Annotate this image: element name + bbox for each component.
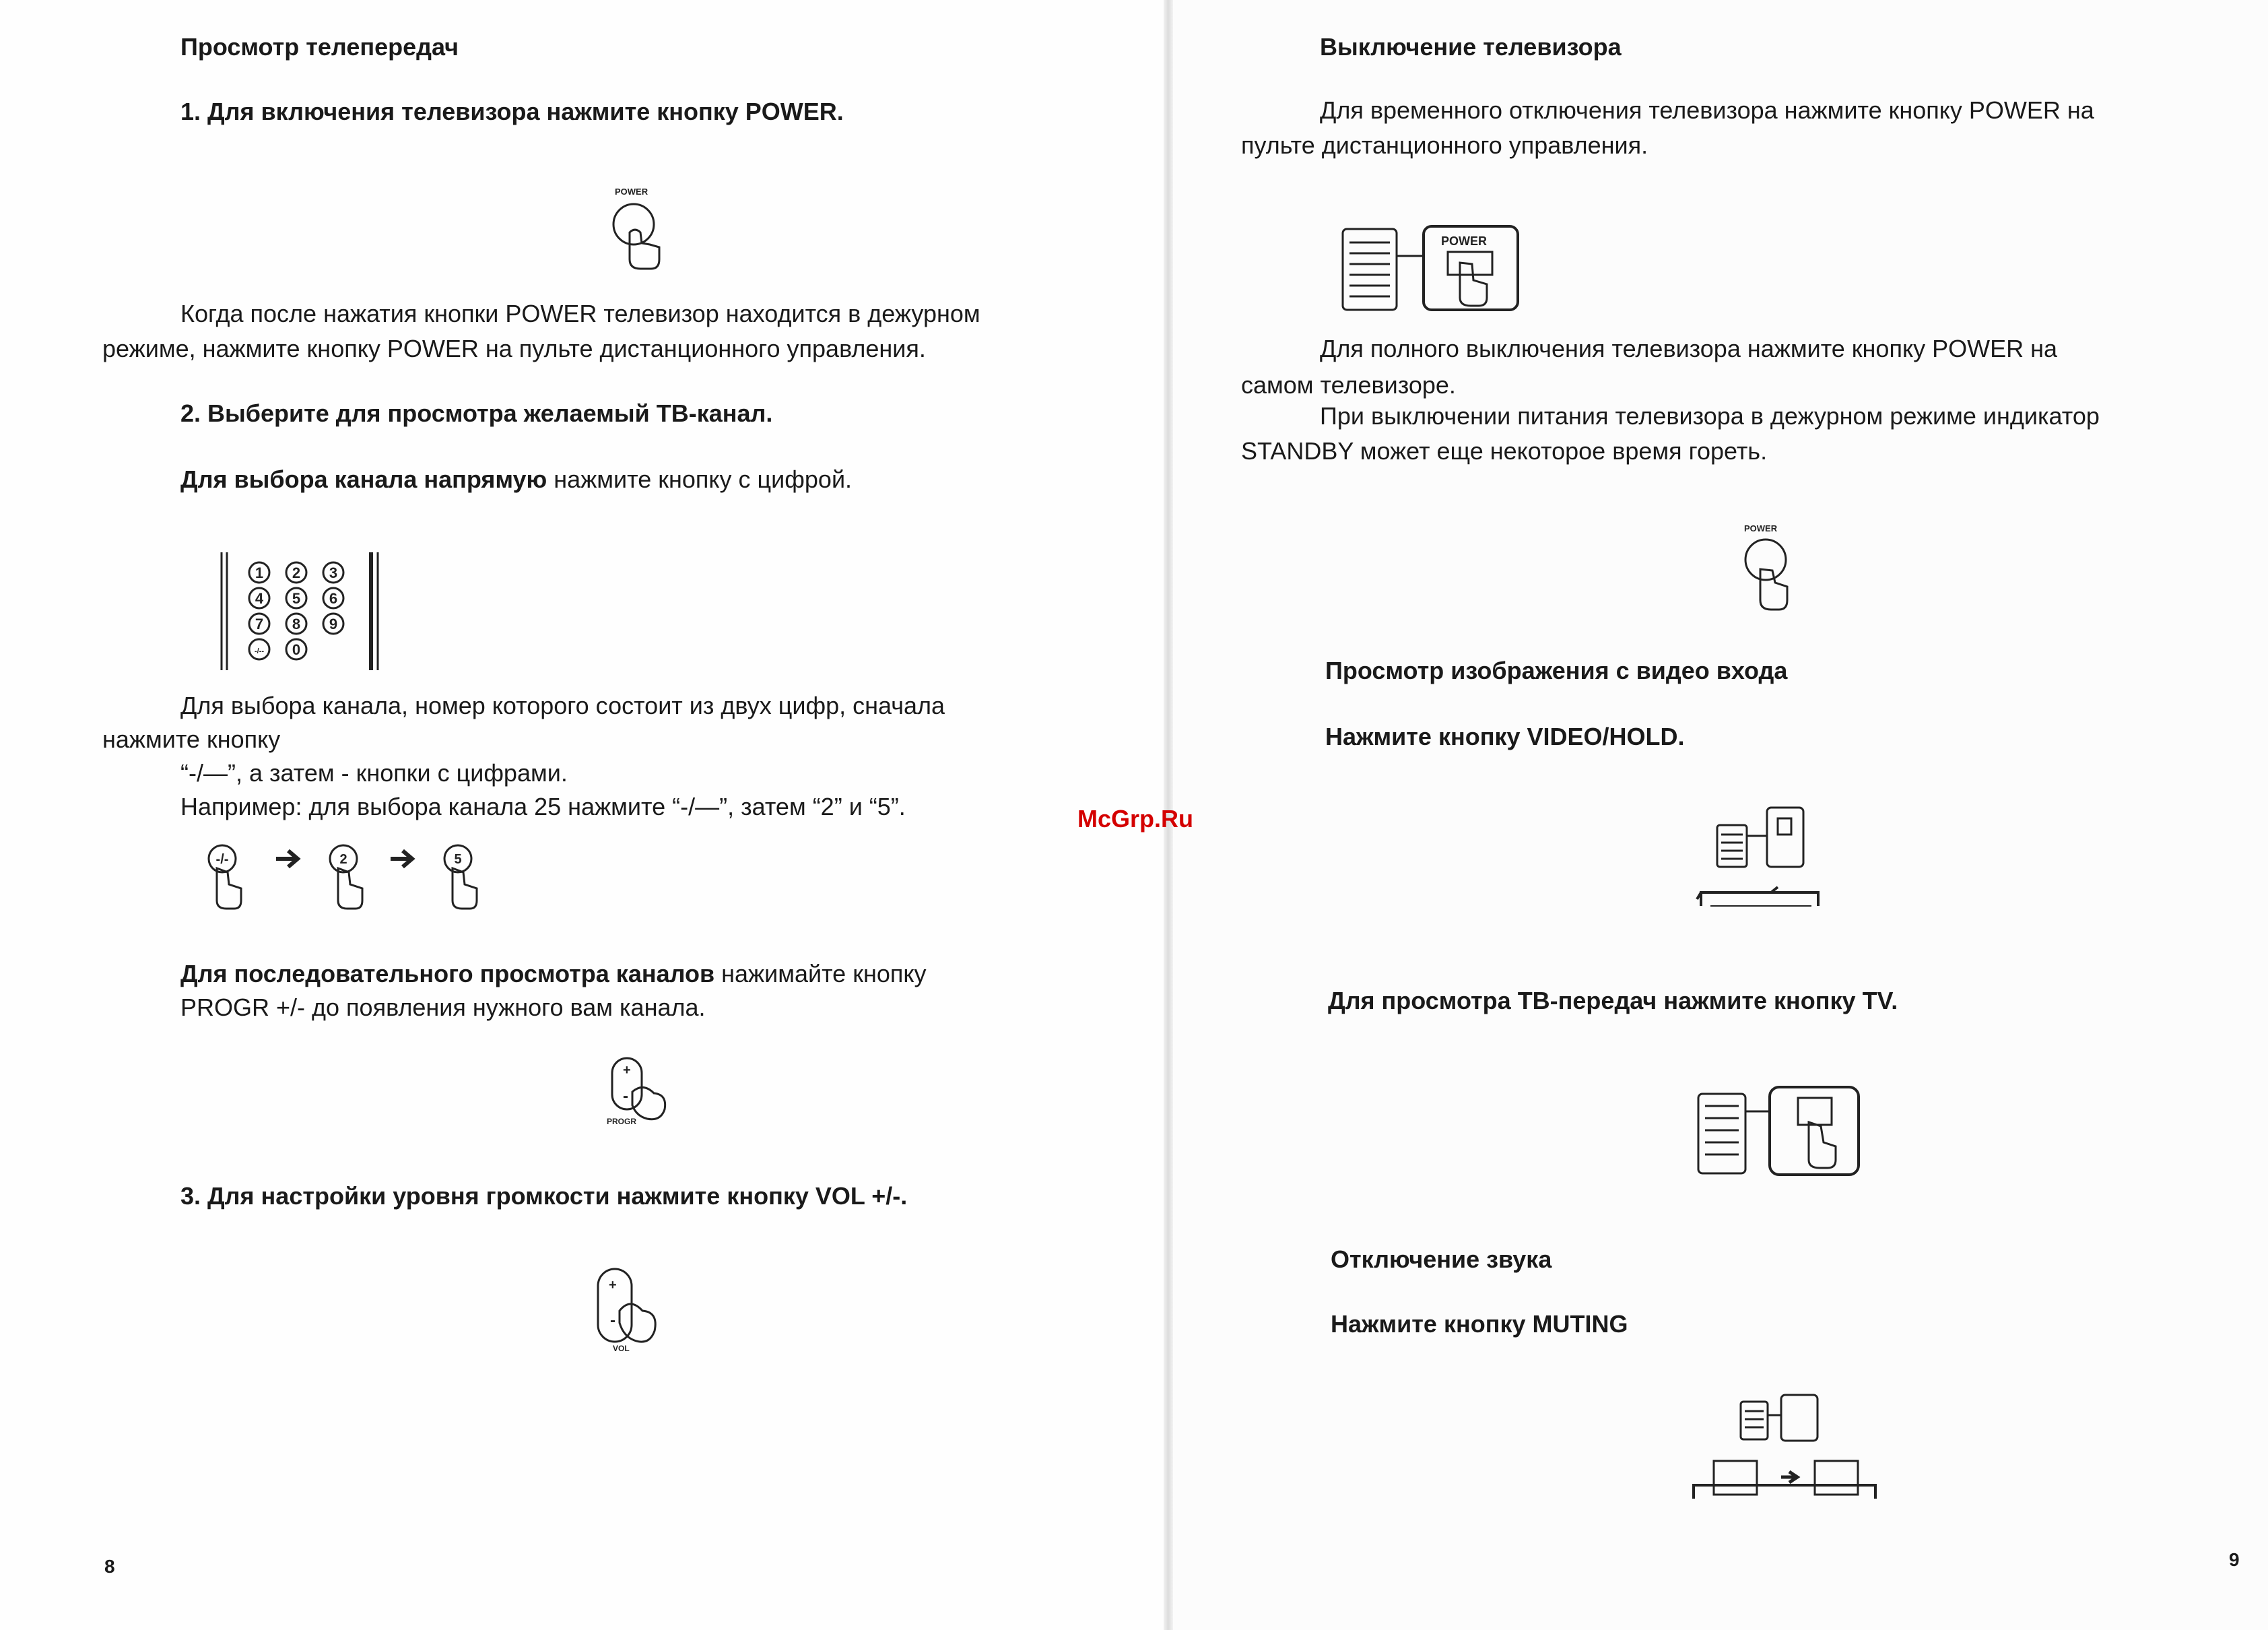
- channel-sequence-icon: [202, 839, 485, 919]
- keypad-key: 1: [255, 564, 264, 581]
- mute-title: Отключение звука: [1331, 1245, 1552, 1273]
- video-hold-diagram: [1697, 805, 1838, 926]
- video-input-title: Просмотр изображения с видео входа: [1325, 657, 1788, 684]
- page-number-left: 8: [104, 1556, 115, 1577]
- muting-diagram: [1687, 1391, 1889, 1512]
- remote-power-icon: [1340, 222, 1529, 317]
- standby-paragraph-line-1: Когда после нажатия кнопки POWER телевизор находится в дежурном: [180, 300, 980, 327]
- progr-button-icon: [603, 1054, 677, 1128]
- keypad-key: 8: [292, 616, 301, 632]
- power-button-press-icon: [609, 185, 670, 273]
- standby-paragraph-line-2: режиме, нажмите кнопку POWER на пульте дистанционного управления.: [102, 335, 926, 362]
- sequence-key: -/-: [215, 852, 229, 867]
- keypad-key: -/--: [254, 647, 265, 655]
- svg-text:-: -: [610, 1311, 615, 1330]
- step-2-heading: 2. Выберите для просмотра желаемый ТВ-канал.: [180, 399, 773, 427]
- video-hold-instruction: Нажмите кнопку VIDEO/HOLD.: [1325, 723, 1685, 750]
- tv-power-label: POWER: [1744, 523, 1778, 533]
- step-1-heading: 1. Для включения телевизора нажмите кнопку POWER.: [180, 98, 844, 125]
- number-keypad-icon: [219, 552, 380, 674]
- sequential-rest: нажимайте кнопку: [714, 960, 927, 987]
- direct-selection-bold: Для выбора канала напрямую: [180, 465, 547, 493]
- volume-button-icon: [593, 1266, 680, 1354]
- mute-instruction: Нажмите кнопку MUTING: [1331, 1310, 1628, 1338]
- keypad-key: 6: [329, 590, 338, 607]
- keypad-key: 9: [329, 616, 338, 632]
- power-off-title: Выключение телевизора: [1320, 33, 1622, 61]
- remote-power-label: POWER: [1441, 234, 1488, 248]
- two-digit-line-1: Для выбора канала, номер которого состоит из двух цифр, сначала: [180, 692, 945, 719]
- direct-selection-line: [180, 462, 852, 497]
- full-off-line-1: Для полного выключения телевизора нажмите кнопку POWER на: [1320, 335, 2058, 362]
- keypad-key: 4: [255, 590, 264, 607]
- svg-text:+: +: [623, 1063, 631, 1078]
- section-title: Просмотр телепередач: [180, 33, 459, 61]
- progr-line: PROGR +/- до появления нужного вам канала.: [180, 993, 706, 1021]
- tv-mode-instruction: Для просмотра ТВ-передач нажмите кнопку TV.: [1328, 987, 1898, 1014]
- standby-line-2: STANDBY может еще некоторое время гореть.: [1241, 437, 1768, 465]
- two-digit-line-2: нажмите кнопку: [102, 725, 281, 753]
- watermark: McGrp.Ru: [1077, 805, 1194, 833]
- sequential-line: [180, 956, 927, 991]
- tv-button-diagram: [1697, 1084, 1865, 1179]
- step-3-heading: 3. Для настройки уровня громкости нажмите кнопку VOL +/-.: [180, 1182, 908, 1210]
- keypad-key: 5: [292, 590, 301, 607]
- full-off-line-2: самом телевизоре.: [1241, 371, 1456, 399]
- temp-off-line-2: пульте дистанционного управления.: [1241, 131, 1648, 159]
- direct-selection-rest: нажмите кнопку с цифрой.: [547, 465, 853, 493]
- standby-line-1: При выключении питания телевизора в дежурном режиме индикатор: [1320, 402, 2100, 430]
- two-digit-line-3: “-/—”, а затем - кнопки с цифрами.: [180, 759, 568, 787]
- tv-power-button-icon: [1737, 522, 1798, 623]
- svg-text:+: +: [609, 1278, 617, 1293]
- progr-label: PROGR: [607, 1117, 637, 1126]
- keypad-key: 2: [292, 564, 301, 581]
- temp-off-line-1: Для временного отключения телевизора нажмите кнопку POWER на: [1320, 96, 2094, 124]
- svg-text:-: -: [623, 1087, 628, 1105]
- keypad-key: 7: [255, 616, 264, 632]
- vol-label: VOL: [613, 1344, 630, 1353]
- keypad-key: 0: [292, 641, 301, 658]
- sequence-key: 5: [454, 852, 462, 867]
- sequential-bold: Для последовательного просмотра каналов: [180, 960, 715, 987]
- page-number-right: 9: [2229, 1549, 2240, 1570]
- example-line: Например: для выбора канала 25 нажмите “-/—”, затем “2” и “5”.: [180, 793, 906, 820]
- keypad-key: 3: [329, 564, 338, 581]
- sequence-key: 2: [339, 852, 347, 867]
- power-label: POWER: [615, 187, 648, 197]
